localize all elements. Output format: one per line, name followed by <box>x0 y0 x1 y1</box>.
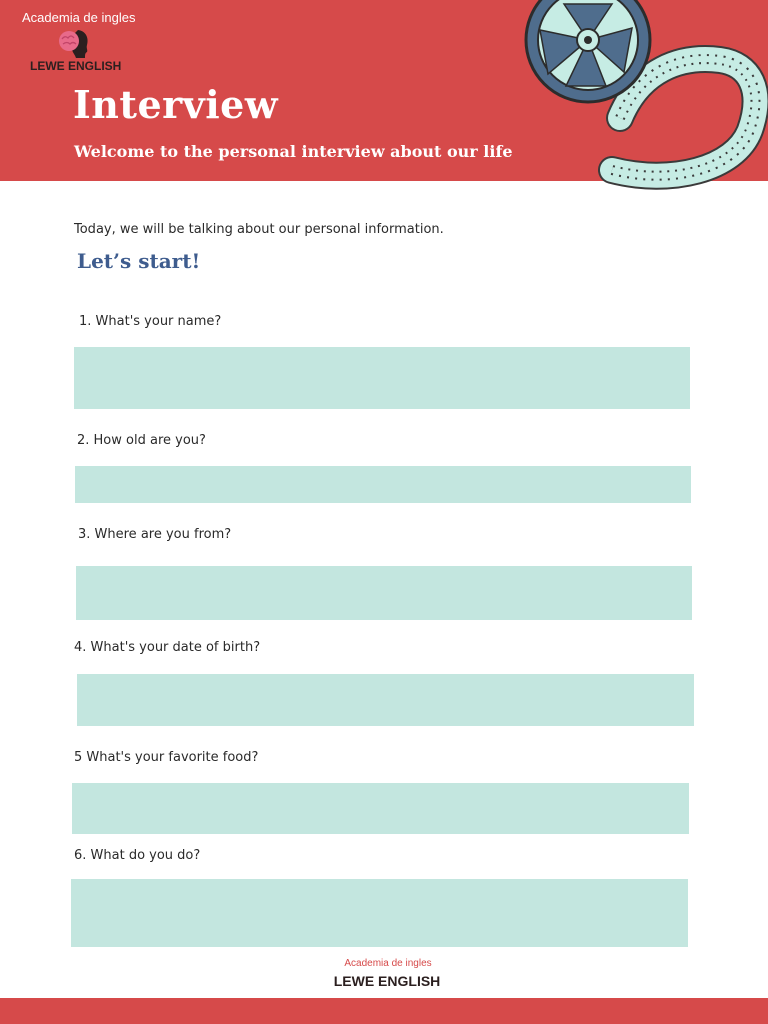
page-title: Interview <box>73 82 279 127</box>
question-3-label: 3. Where are you from? <box>78 527 232 542</box>
page-subtitle: Welcome to the personal interview about our life <box>74 142 513 161</box>
intro-text: Today, we will be talking about our personal information. <box>74 222 444 237</box>
question-1-label: 1. What's your name? <box>79 314 222 329</box>
answer-6-input[interactable] <box>71 879 688 947</box>
question-4-label: 4. What's your date of birth? <box>74 640 261 655</box>
question-5-label: 5 What's your favorite food? <box>74 750 259 765</box>
question-6-label: 6. What do you do? <box>74 848 201 863</box>
brain-head-icon <box>56 28 90 60</box>
answer-5-input[interactable] <box>72 783 689 834</box>
film-reel-icon <box>520 0 768 195</box>
answer-4-input[interactable] <box>77 674 694 726</box>
brand-name: LEWE ENGLISH <box>30 59 122 73</box>
footer-bar <box>0 998 768 1024</box>
section-heading: Let’s start! <box>77 249 201 273</box>
question-2-label: 2. How old are you? <box>77 433 206 448</box>
footer-brand-name: LEWE ENGLISH <box>333 973 441 989</box>
answer-2-input[interactable] <box>75 466 691 503</box>
answer-1-input[interactable] <box>74 347 690 409</box>
academy-label: Academia de ingles <box>22 10 136 25</box>
footer-academy-label: Academia de ingles <box>344 958 432 969</box>
answer-3-input[interactable] <box>76 566 692 620</box>
